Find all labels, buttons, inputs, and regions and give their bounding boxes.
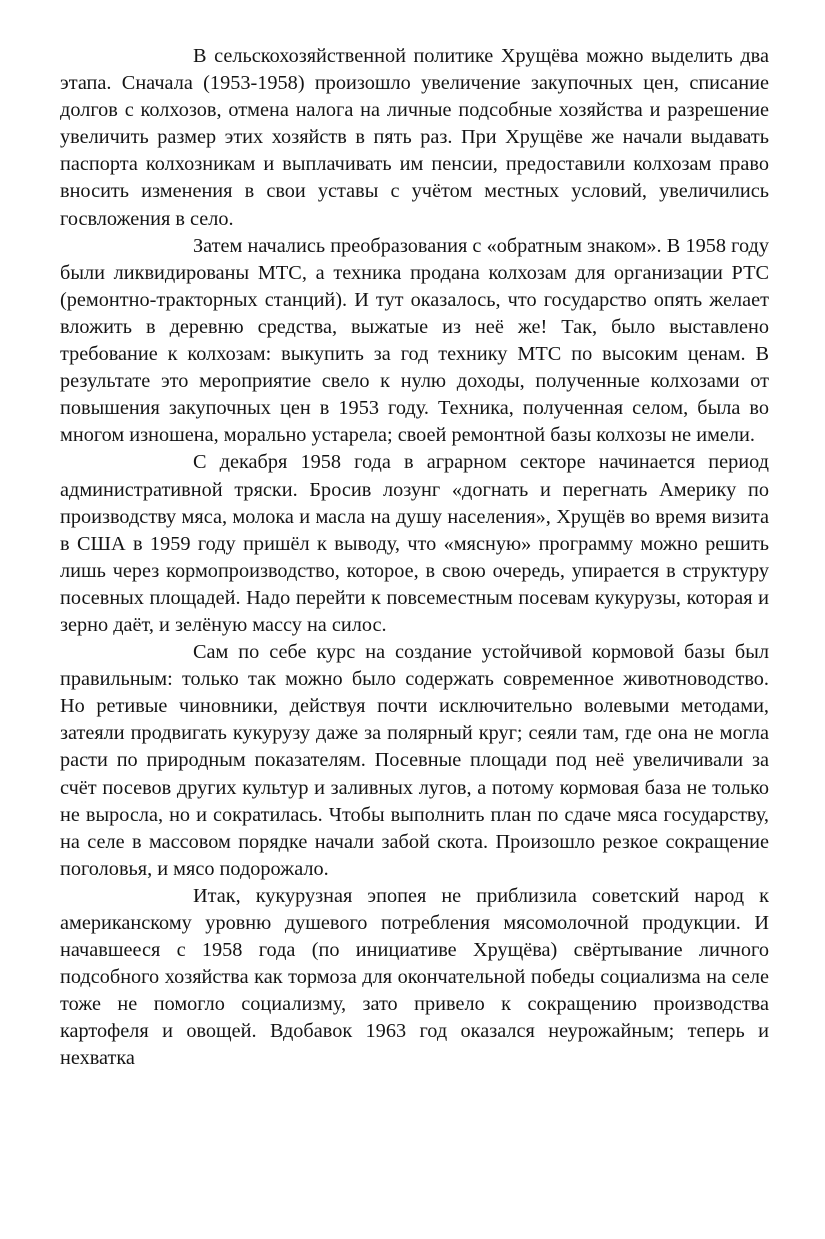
paragraph-mts-liquidation: Затем начались преобразования с «обратным знаком». В 1958 году были ликвидированы МТС, а техника продана колхозам для организации РТС (ремонтно-тракторных станций). И тут оказалось, что государство опять желает вложить в деревню средства, выжатые из неё же! Так, было выставлено требование к колхозам: выкупить за год технику МТС по высоким ценам. В результате это мероприятие свело к нулю доходы, полученные колхозами от повышения закупочных цен в 1953 году. Техника, полученная селом, была во многом изношена, морально устарела; своей ремонтной базы колхозы не имели. (60, 234, 769, 447)
paragraph-corn-campaign: Сам по себе курс на создание устойчивой кормовой базы был правильным: только так можно было содержать современное животноводство. Но ретивые чиновники, действуя почти исключительно волевыми методами, затеяли продвигать кукурузу даже за полярный круг; сеяли там, где она не могла расти по природным показателям. Посевные площади под неё увеличивали за счёт посевов других культур и заливных лугов, а потому кормовая база не только не выросла, но и сократилась. Чтобы выполнить план по сдаче мяса государству, на селе в массовом порядке начали забой скота. Произошло резкое сокращение поголовья, и мясо подорожало. (60, 641, 769, 880)
paragraph-administrative-shakeup: С декабря 1958 года в аграрном секторе начинается период административной тряски. Бросив лозунг «догнать и перегнать Америку по производству мяса, молока и масла на душу населения», Хрущёв во время визита в США в 1959 году пришёл к выводу, что «мясную» программу можно решить лишь через кормопроизводство, которое, в свою очередь, упирается в структуру посевных площадей. Надо перейти к повсеместным посевам кукурузы, которая и зерно даёт, и зелёную массу на силос. (60, 451, 769, 636)
paragraph-corn-epic-results: Итак, кукурузная эпопея не приблизила советский народ к американскому уровню душевого потребления мясомолочной продукции. И начавшееся с 1958 года (по инициативе Хрущёва) свёртывание личного подсобного хозяйства как тормоза для окончательной победы социализма на селе тоже не помогло социализму, зато привело к сокращению производства картофеля и овощей. Вдобавок 1963 год оказался неурожайным; теперь и нехватка (60, 884, 769, 1070)
document-page (60, 43, 769, 1073)
paragraph-stages-of-agricultural-policy: В сельскохозяйственной политике Хрущёва можно выделить два этапа. Сначала (1953-1958) произошло увеличение закупочных цен, списание долгов с колхозов, отмена налога на личные подсобные хозяйства и разрешение увеличить размер этих хозяйств в пять раз. При Хрущёве же начали выдавать паспорта колхозникам и выплачивать им пенсии, предоставили колхозам право вносить изменения в свои уставы с учётом местных условий, увеличились госвложения в село. (60, 45, 769, 230)
